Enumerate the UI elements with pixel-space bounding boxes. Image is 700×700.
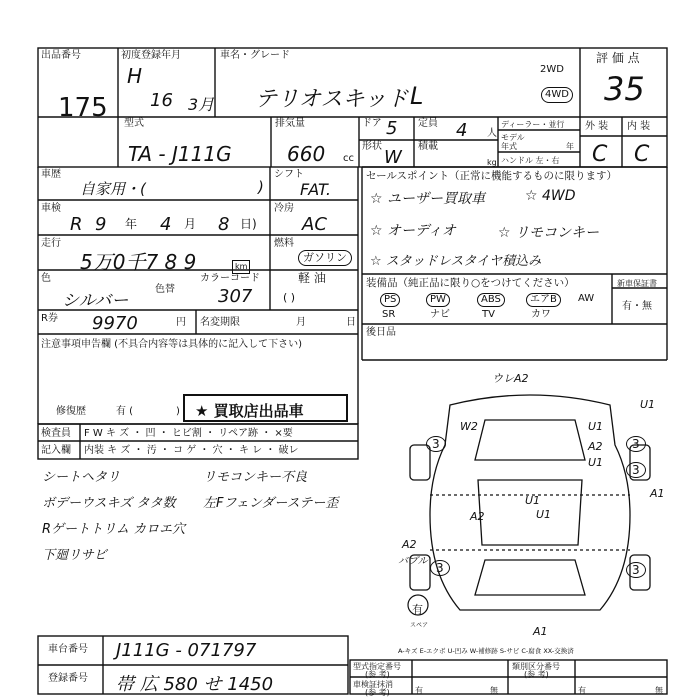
mark-tire-rr: 3 — [626, 562, 646, 578]
drive-2wd: 2WD — [540, 64, 564, 75]
mark-right-fender: A2 — [588, 440, 603, 453]
cancel-label: 車検証抹消 — [353, 680, 393, 689]
inspection-day-unit: 日) — [240, 217, 257, 231]
recycle-yen: 円 — [176, 317, 186, 328]
type-ref: (参 考) — [365, 670, 390, 679]
exterior-label: 外 装 — [585, 121, 609, 132]
shift-label: シフト — [274, 169, 304, 180]
spare-label: スペア — [410, 622, 429, 629]
repair-history-close: ) — [176, 406, 180, 417]
remark-line-1: シートヘタリ — [42, 470, 121, 485]
fuel-label: 燃料 — [274, 238, 294, 249]
fuel-light-oil: 軽 油 — [298, 271, 326, 285]
color-change-label: 色替 — [155, 284, 175, 295]
capacity-unit: 人 — [487, 128, 497, 139]
cancel-nashi: 無 — [490, 686, 498, 695]
plate-label: 登録番号 — [48, 673, 88, 684]
mark-roof-center: U1 — [525, 494, 541, 507]
ac-label: 冷房 — [274, 203, 294, 214]
inspection-year-unit: 年 — [125, 217, 138, 231]
interior-grade: C — [634, 142, 650, 167]
displacement-label: 排気量 — [275, 118, 305, 129]
sales-point-4: ☆ リモコンキー — [498, 225, 600, 241]
inspection-month-unit: 月 — [184, 217, 197, 231]
year-unit: 年 — [566, 142, 574, 151]
repair-history-value: 有 ( — [116, 406, 134, 417]
mark-roof-center-2: U1 — [536, 508, 552, 521]
color-value: シルバー — [62, 291, 129, 311]
class-nashi: 無 — [655, 686, 663, 695]
buyer-listing-banner — [183, 394, 348, 422]
notes-label: 注意事項申告欄 (不具合内容等は具体的に記入して下さい) — [41, 339, 302, 350]
handle-label: ハンドル 左・右 — [501, 156, 560, 165]
equip-aw: AW — [578, 293, 595, 304]
displacement-value: 660 — [287, 142, 326, 166]
class-label: 類別区分番号 — [512, 662, 560, 671]
sales-point-5: ☆ スタッドレスタイヤ積込み — [370, 254, 542, 269]
fuel-gasoline-circled: ガソリン — [298, 250, 352, 266]
mark-tire-fr: 3 — [626, 436, 646, 452]
banner-text: ★ 買取店出品車 — [195, 402, 304, 420]
fuel-paren: ( ) — [283, 291, 296, 304]
shape-label: 形状 — [362, 141, 382, 152]
lot-label: 出品番号 — [41, 50, 81, 61]
plate-number: 帯 広 580 せ 1450 — [116, 674, 274, 695]
exterior-grade: C — [592, 142, 608, 167]
first-reg-label: 初度登録年月 — [121, 50, 181, 61]
mark-rear: A1 — [533, 625, 548, 638]
class-ref: (参 考) — [524, 670, 549, 679]
history-close: ) — [258, 178, 264, 196]
equip-abs: ABS — [477, 293, 505, 307]
chassis-label: 車台番号 — [48, 644, 88, 655]
mileage-unit: km — [232, 260, 250, 274]
equip-tv: TV — [482, 309, 495, 320]
cancel-ref: (参 考) — [365, 688, 390, 697]
inspection-day: 8 — [218, 214, 230, 235]
remark-line-5: リモコンキー不良 — [203, 470, 308, 485]
inspection-month: 4 — [160, 214, 172, 235]
mileage-label: 走行 — [41, 238, 61, 249]
class-ari: 有 — [578, 686, 586, 695]
name-change-month: 月 — [296, 317, 306, 328]
chassis-number: J111G - 071797 — [116, 640, 257, 661]
color-code-value: 307 — [218, 286, 253, 307]
repair-history-label: 修復歴 — [56, 406, 86, 417]
score-value: 35 — [604, 70, 645, 108]
mark-tire-mid: 3 — [626, 462, 646, 478]
score-label: 評 価 点 — [596, 51, 640, 65]
cc-unit: cc — [343, 153, 354, 164]
remarks-area — [40, 462, 360, 592]
equip-navi: ナビ — [430, 309, 450, 320]
kg-unit: kg — [487, 158, 497, 167]
name-change-day: 日 — [346, 317, 356, 328]
mark-right-door: A1 — [650, 487, 665, 500]
damage-legend: A-キズ E-エクボ U-凹み W-補修跡 S-サビ C-腐食 XX-交換済 — [398, 647, 574, 655]
equip-leather: カワ — [531, 309, 551, 320]
model-year-label: モデル — [501, 133, 525, 142]
history-label: 車歴 — [41, 169, 61, 180]
load-label: 積載 — [418, 141, 438, 152]
mark-tire-fl: 3 — [426, 436, 446, 452]
mark-left-door: A2 — [470, 510, 485, 523]
equip-airbag: エアB — [526, 293, 561, 307]
car-name-label: 車名・グレード — [220, 50, 290, 61]
capacity-value: 4 — [456, 120, 468, 141]
interior-label: 内 装 — [627, 121, 651, 132]
model-year-label-2: 年式 — [501, 142, 517, 151]
capacity-label: 定員 — [418, 118, 438, 129]
sales-points-label: セールスポイント（正常に機能するものに限ります） — [366, 170, 618, 182]
recycle-value: 9970 — [92, 313, 138, 334]
reg-month: 3月 — [188, 95, 215, 114]
inspector-items: F W キ ズ ・ 凹 ・ ヒビ割 ・ リペア跡 ・ ×要 — [84, 428, 293, 439]
history-value: 自家用・( — [80, 180, 146, 198]
door-label: ドア — [362, 118, 382, 129]
equipment-label: 装備品（純正品に限り○をつけてください） — [366, 277, 575, 289]
memo-items: 内装 キ ズ ・ 汚 ・ コ ゲ ・ 穴 ・ キ レ ・ 破レ — [84, 445, 299, 456]
shape-value: W — [384, 147, 402, 168]
warranty-label: 新車保証書 — [617, 279, 657, 288]
ac-value: AC — [302, 214, 327, 235]
type-designation-label: 型式指定番号 — [353, 662, 401, 671]
car-grade: L — [410, 82, 424, 110]
model-label: 型式 — [124, 118, 144, 129]
door-value: 5 — [386, 118, 398, 139]
drive-4wd-circled: 4WD — [541, 87, 573, 103]
warranty-value: 有・無 — [622, 301, 652, 312]
inspection-era: R — [70, 214, 83, 235]
sales-point-1: ☆ ユーザー買取車 — [370, 191, 486, 207]
inspection-year: 9 — [95, 214, 107, 235]
dealer-label: ディーラー・並行 — [501, 120, 565, 129]
name-change-label: 名変期限 — [200, 317, 240, 328]
remark-line-3: Rゲートトリム カロエ穴 — [42, 522, 186, 537]
color-label: 色 — [41, 273, 51, 284]
remark-line-2: ボデーウスキズ タタ数 — [42, 496, 176, 511]
equip-ps: PS — [380, 293, 400, 307]
shift-value: FAT. — [300, 180, 332, 199]
recycle-label: R券 — [41, 313, 58, 324]
sales-point-3: ☆ オーディオ — [370, 223, 456, 239]
mark-tire-rl: 3 — [430, 560, 450, 576]
inspector-label: 検査員 — [41, 428, 71, 439]
memo-label: 記入欄 — [41, 445, 71, 456]
remark-line-6: 左Fフェンダーステー歪 — [203, 496, 339, 511]
mark-roof: ウレA2 — [492, 372, 529, 385]
remark-line-4: 下廻リサビ — [42, 548, 107, 563]
mileage-value: 5万0千7 8 9 — [80, 250, 197, 274]
sales-point-2: ☆ 4WD — [525, 188, 576, 204]
equip-pw: PW — [426, 293, 450, 307]
inspection-label: 車検 — [41, 203, 61, 214]
mark-bubble: バブル — [398, 556, 428, 567]
model-value: TA - J111G — [128, 142, 232, 166]
spare-tire-mark: 有 — [412, 603, 423, 616]
equip-sr: SR — [382, 309, 396, 320]
mark-rear-left: A2 — [402, 538, 417, 551]
mark-right-top: U1 — [640, 398, 656, 411]
reg-year: 16 — [150, 90, 173, 111]
after-items-label: 後日品 — [366, 327, 396, 338]
mark-right-fender-2: U1 — [588, 456, 604, 469]
reg-era: H — [127, 64, 143, 88]
lot-number: 175 — [58, 93, 108, 123]
color-code-label: カラーコード — [200, 273, 260, 284]
mark-front-right: U1 — [588, 420, 604, 433]
car-name: テリオスキッド — [255, 87, 409, 112]
cancel-ari: 有 — [415, 686, 423, 695]
mark-front-left: W2 — [460, 420, 478, 433]
